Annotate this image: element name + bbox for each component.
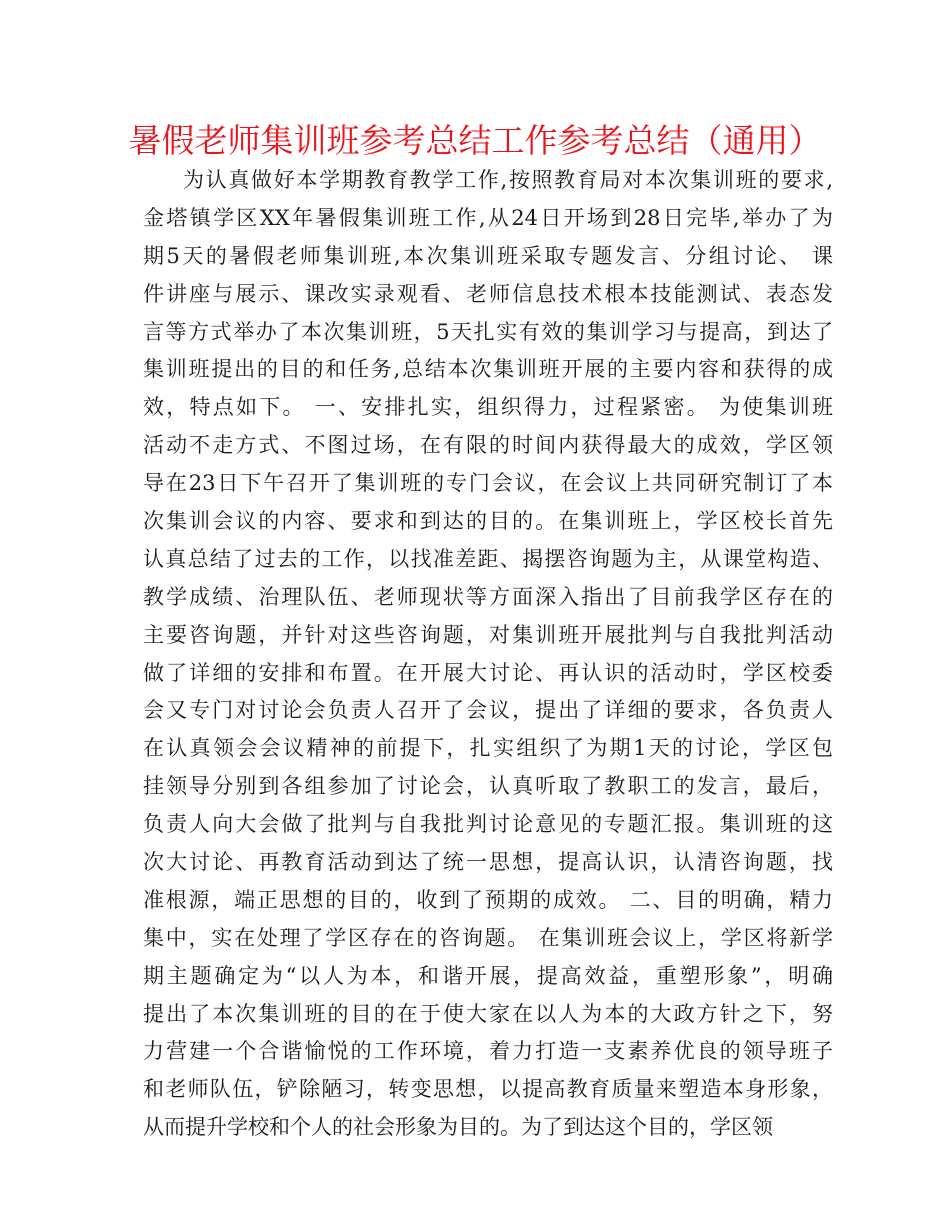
body-line: 挂领导分别到各组参加了讨论会，认真听取了教职工的发言，最后， <box>143 774 833 799</box>
body-line: 和老师队伍，铲除陋习，转变思想，以提高教育质量来塑造本身形象， <box>143 1077 833 1102</box>
document-body <box>143 162 833 1147</box>
body-line: 认真总结了过去的工作，以找准差距、揭摆咨询题为主，从课堂构造、 <box>143 546 833 571</box>
body-line: 言等方式举办了本次集训班，5天扎实有效的集训学习与提高，到达了 <box>143 319 833 344</box>
body-line: 期主题确定为“以人为本，和谐开展，提高效益，重塑形象”，明确 <box>143 963 833 988</box>
body-line: 准根源，端正思想的目的，收到了预期的成效。 二、目的明确，精力 <box>143 887 833 912</box>
body-line: 集训班提出的目的和任务,总结本次集训班开展的主要内容和获得的成 <box>143 357 833 382</box>
body-line: 效，特点如下。 一、安排扎实，组织得力，过程紧密。 为使集训班 <box>143 395 833 420</box>
body-line: 教学成绩、治理队伍、老师现状等方面深入指出了目前我学区存在的 <box>143 584 833 609</box>
body-line: 提出了本次集训班的目的在于使大家在以人为本的大政方针之下，努 <box>143 1001 833 1026</box>
body-line: 做了详细的安排和布置。在开展大讨论、再认识的活动时，学区校委 <box>143 660 833 685</box>
body-line: 次集训会议的内容、要求和到达的目的。在集训班上，学区校长首先 <box>143 509 833 534</box>
body-line: 主要咨询题，并针对这些咨询题，对集训班开展批判与自我批判活动 <box>143 622 833 647</box>
body-line: 次大讨论、再教育活动到达了统一思想，提高认识，认清咨询题，找 <box>143 850 833 875</box>
body-line: 从而提升学校和个人的社会形象为目的。为了到达这个目的，学区领 <box>143 1115 773 1140</box>
body-line: 活动不走方式、不图过场，在有限的时间内获得最大的成效，学区领 <box>143 433 833 458</box>
body-line: 导在23日下午召开了集训班的专门会议，在会议上共同研究制订了本 <box>143 471 833 496</box>
body-line: 在认真领会会议精神的前提下，扎实组织了为期1天的讨论，学区包 <box>143 736 833 761</box>
body-line: 力营建一个合谐愉悦的工作环境，着力打造一支素养优良的领导班子 <box>143 1039 833 1064</box>
body-line: 件讲座与展示、课改实录观看、老师信息技术根本技能测试、表态发 <box>143 281 833 306</box>
body-line: 为认真做好本学期教育教学工作,按照教育局对本次集训班的要求, <box>183 168 833 192</box>
body-line: 期5天的暑假老师集训班,本次集训班采取专题发言、分组讨论、 课 <box>143 243 833 268</box>
body-line: 会又专门对讨论会负责人召开了会议，提出了详细的要求，各负责人 <box>143 698 833 723</box>
body-line: 集中，实在处理了学区存在的咨询题。 在集训班会议上，学区将新学 <box>143 925 833 950</box>
document-title: 暑假老师集训班参考总结工作参考总结（通用） <box>128 121 822 160</box>
body-line: 金塔镇学区XX年暑假集训班工作,从24日开场到28日完毕,举办了为 <box>143 205 833 230</box>
body-line: 负责人向大会做了批判与自我批判讨论意见的专题汇报。集训班的这 <box>143 812 833 837</box>
